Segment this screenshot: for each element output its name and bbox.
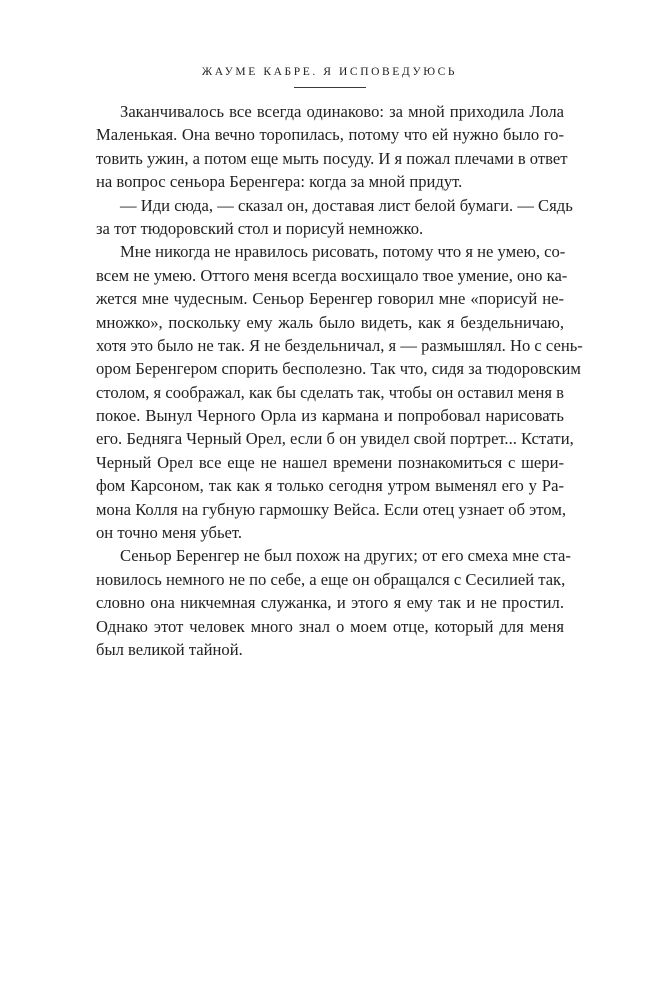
text-line: ором Беренгером спорить бесполезно. Так что, сидя за тюдоровским bbox=[96, 359, 581, 379]
running-head: ЖАУМЕ КАБРЕ. Я ИСПОВЕДУЮСЬ bbox=[201, 66, 458, 78]
text-line: — Иди сюда, — сказал он, доставая лист белой бумаги. — Сядь bbox=[120, 195, 573, 215]
text-line: жется мне чудесным. Сеньор Беренгер говорил мне «порисуй не- bbox=[96, 289, 564, 309]
text-line: Заканчивалось все всегда одинаково: за мной приходила Лола bbox=[120, 102, 564, 121]
text-line: товить ужин, а потом еще мыть посуду. И я пожал плечами в ответ bbox=[96, 148, 568, 168]
text-line: фом Карсоном, так как я только сегодня утром выменял его у Ра- bbox=[96, 476, 564, 496]
text-line: всем не умею. Оттого меня всегда восхищало твое умение, оно ка- bbox=[96, 265, 568, 285]
text-line: новилось немного не по себе, а еще он обращался с Сесилией так, bbox=[96, 569, 566, 589]
text-line: хотя это было не так. Я не бездельничал, я — размышлял. Но с сень- bbox=[96, 335, 583, 355]
text-line: на вопрос сеньора Беренгера: когда за мной придут. bbox=[96, 172, 463, 192]
text-line: Сеньор Беренгер не был похож на других; от его смеха мне ста- bbox=[120, 546, 571, 566]
text-line: был великой тайной. bbox=[96, 639, 243, 659]
header-rule bbox=[294, 87, 366, 88]
text-line: покое. Вынул Черного Орла из кармана и попробовал нарисовать bbox=[96, 406, 564, 426]
text-line: столом, я соображал, как бы сделать так, чтобы он оставил меня в bbox=[96, 382, 564, 402]
body-text bbox=[96, 100, 583, 661]
text-line: его. Бедняга Черный Орел, если б он увидел свой портрет... Кстати, bbox=[96, 429, 574, 449]
text-line: словно она никчемная служанка, и этого я ему так и не простил. bbox=[96, 593, 564, 613]
text-line: Однако этот человек много знал о моем отце, который для меня bbox=[96, 616, 564, 636]
text-line: он точно меня убьет. bbox=[96, 523, 243, 543]
text-line: за тот тюдоровский стол и порисуй немножко. bbox=[96, 218, 424, 238]
text-line: Маленькая. Она вечно торопилась, потому что ей нужно было го- bbox=[96, 125, 564, 145]
text-line: множко», поскольку ему жаль было видеть, как я бездельничаю, bbox=[96, 312, 564, 332]
text-line: Мне никогда не нравилось рисовать, потому что я не умею, со- bbox=[120, 242, 566, 262]
text-line: мона Колля на губную гармошку Вейса. Если отец узнает об этом, bbox=[96, 499, 566, 519]
text-line: Черный Орел все еще не нашел времени познакомиться с шери- bbox=[96, 452, 564, 472]
